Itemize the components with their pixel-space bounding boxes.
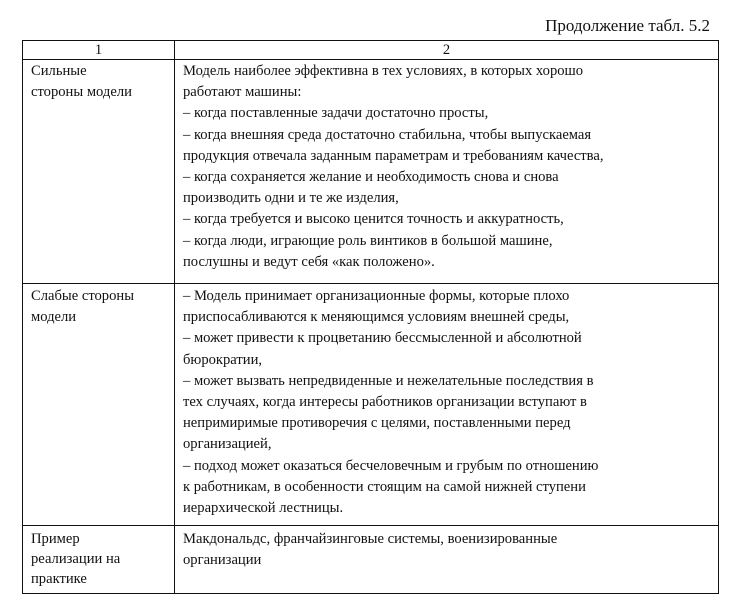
header-col-2: 2 [175, 41, 719, 60]
example-label-line: практике [31, 571, 87, 587]
example-text-line: Макдональдс, франчайзинговые системы, военизированные [183, 531, 558, 547]
example-label-line: реализации на [31, 551, 121, 567]
weaknesses-text-line: приспосабливаются к меняющимся условиям внешней среды, [183, 309, 570, 326]
table-row-example [23, 526, 719, 594]
weaknesses-label-line: модели [31, 309, 77, 326]
weaknesses-text-cell [175, 284, 719, 526]
weaknesses-text-line: тех случаях, когда интересы работников организации вступают в [183, 394, 587, 411]
strengths-label-line: стороны модели [31, 84, 132, 101]
strengths-text-line: послушны и ведут себя «как положено». [183, 253, 435, 270]
header-col-1: 1 [23, 41, 175, 60]
table-caption: Продолжение табл. 5.2 [545, 16, 710, 35]
strengths-text-line: – когда сохраняется желание и необходимость снова и снова [183, 169, 559, 186]
weaknesses-text-line: – может привести к процветанию бессмысленной и абсолютной [183, 330, 582, 347]
strengths-text-line: – когда люди, играющие роль винтиков в большой машине, [183, 232, 553, 249]
strengths-text-line: – когда требуется и высоко ценится точность и аккуратность, [183, 211, 564, 228]
example-label-line: Пример [31, 531, 80, 547]
strengths-text-line: – когда внешняя среда достаточно стабильна, чтобы выпускаемая [183, 126, 592, 143]
strengths-text-cell [175, 60, 719, 284]
weaknesses-text-line: непримиримые противоречия с целями, поставленными перед [183, 415, 571, 432]
strengths-label-cell [23, 60, 175, 284]
weaknesses-text-line: иерархической лестницы. [183, 500, 344, 517]
strengths-text-line: Модель наиболее эффективна в тех условиях, в которых хорошо [183, 63, 584, 79]
strengths-text-line: продукция отвечала заданным параметрам и требованиям качества, [183, 147, 604, 164]
strengths-label-line: Сильные [31, 63, 87, 79]
comparison-table [22, 40, 719, 594]
table-row-strengths [23, 60, 719, 284]
strengths-text-line: – когда поставленные задачи достаточно просты, [183, 105, 489, 122]
table-row-weaknesses [23, 284, 719, 526]
table-header-row [23, 41, 719, 60]
strengths-text-line: работают машины: [183, 84, 302, 101]
weaknesses-label-line: Слабые стороны [31, 288, 135, 304]
weaknesses-text-line: – может вызвать непредвиденные и нежелательные последствия в [183, 372, 594, 389]
weaknesses-text-line: к работникам, в особенности стоящим на самой нижней ступени [183, 478, 586, 495]
weaknesses-text-line: бюрократии, [183, 351, 263, 368]
strengths-text-line: производить одни и те же изделия, [183, 190, 399, 207]
example-label-cell [23, 526, 175, 594]
weaknesses-text-line: организацией, [183, 436, 272, 453]
example-text-line: организации [183, 552, 262, 569]
weaknesses-text-line: – подход может оказаться бесчеловечным и грубым по отношению [183, 457, 599, 474]
weaknesses-text-line: – Модель принимает организационные формы, которые плохо [183, 288, 570, 304]
example-text-cell [175, 526, 719, 594]
weaknesses-label-cell [23, 284, 175, 526]
